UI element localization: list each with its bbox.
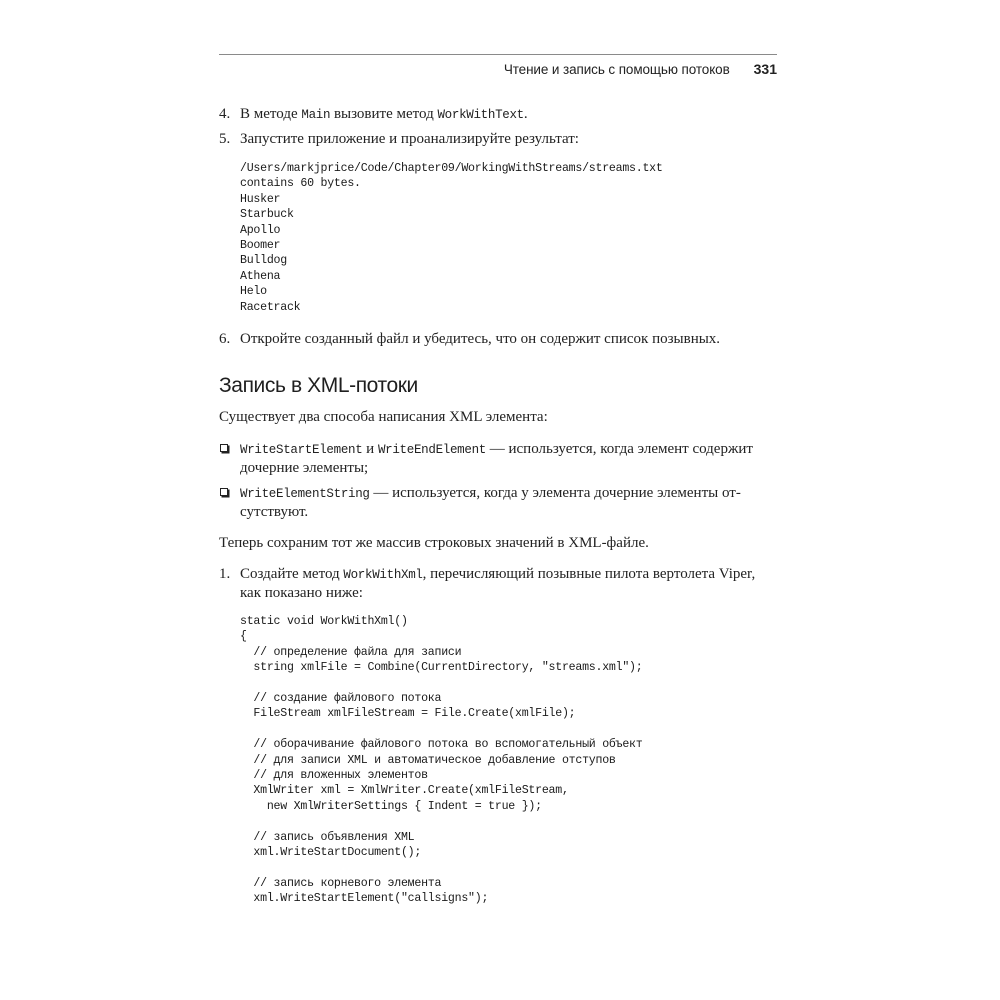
intro-paragraph: Существует два способа написания XML элемента:: [219, 409, 548, 425]
step-text: Запустите приложение и проанализируйте результат:: [240, 131, 579, 147]
checkbox-bullet-icon: [220, 444, 228, 452]
step-text: Откройте созданный файл и убедитесь, что он содержит список позывных.: [240, 331, 721, 347]
body-paragraph: Теперь сохраним тот же массив строковых значений в XML-файле.: [219, 535, 649, 551]
step-number: 6.: [219, 331, 231, 347]
page-number: 331: [753, 61, 777, 77]
inline-code: WriteEndElement: [377, 443, 486, 457]
step-number: 1.: [219, 566, 231, 582]
running-header: [219, 54, 777, 85]
inline-code: WorkWithXml: [343, 568, 423, 582]
inline-code: Main: [301, 108, 331, 122]
header-title: Чтение и запись с помощью потоков: [503, 62, 730, 77]
step-number: 4.: [219, 106, 231, 122]
section-heading: Запись в XML-потоки: [219, 374, 418, 397]
inline-code: WriteElementString: [240, 487, 370, 501]
step-number: 5.: [219, 131, 231, 147]
output-code-block: /Users/markjprice/Code/Chapter09/WorkingWithStreams/streams.txt contains 60 bytes. Husker Starbuck Apollo Boomer Bulldog Athena Helo Racetrack: [240, 162, 663, 314]
xml-code-block: static void WorkWithXml() { // определение файла для записи string xmlFile = Combine(CurrentDirectory, "streams.xml"); // создание файлового потока FileStream xmlFileStream = File.Create(xmlFile); // оборачивание файлового потока во вспомогательный объект // для записи XML и автоматическое добавление отступов // для вложенных элементов XmlWriter xml = XmlWriter.Create(xmlFileStream, new XmlWriterSettings { Indent = true }); // запись объявления XML xml.WriteStartDocument(); // запись корневого элемента xml.WriteStartElement("callsigns");: [240, 615, 643, 906]
checkbox-bullet-icon: [220, 488, 228, 496]
inline-code: WriteStartElement: [240, 443, 363, 457]
inline-code: WorkWithText: [437, 108, 524, 122]
